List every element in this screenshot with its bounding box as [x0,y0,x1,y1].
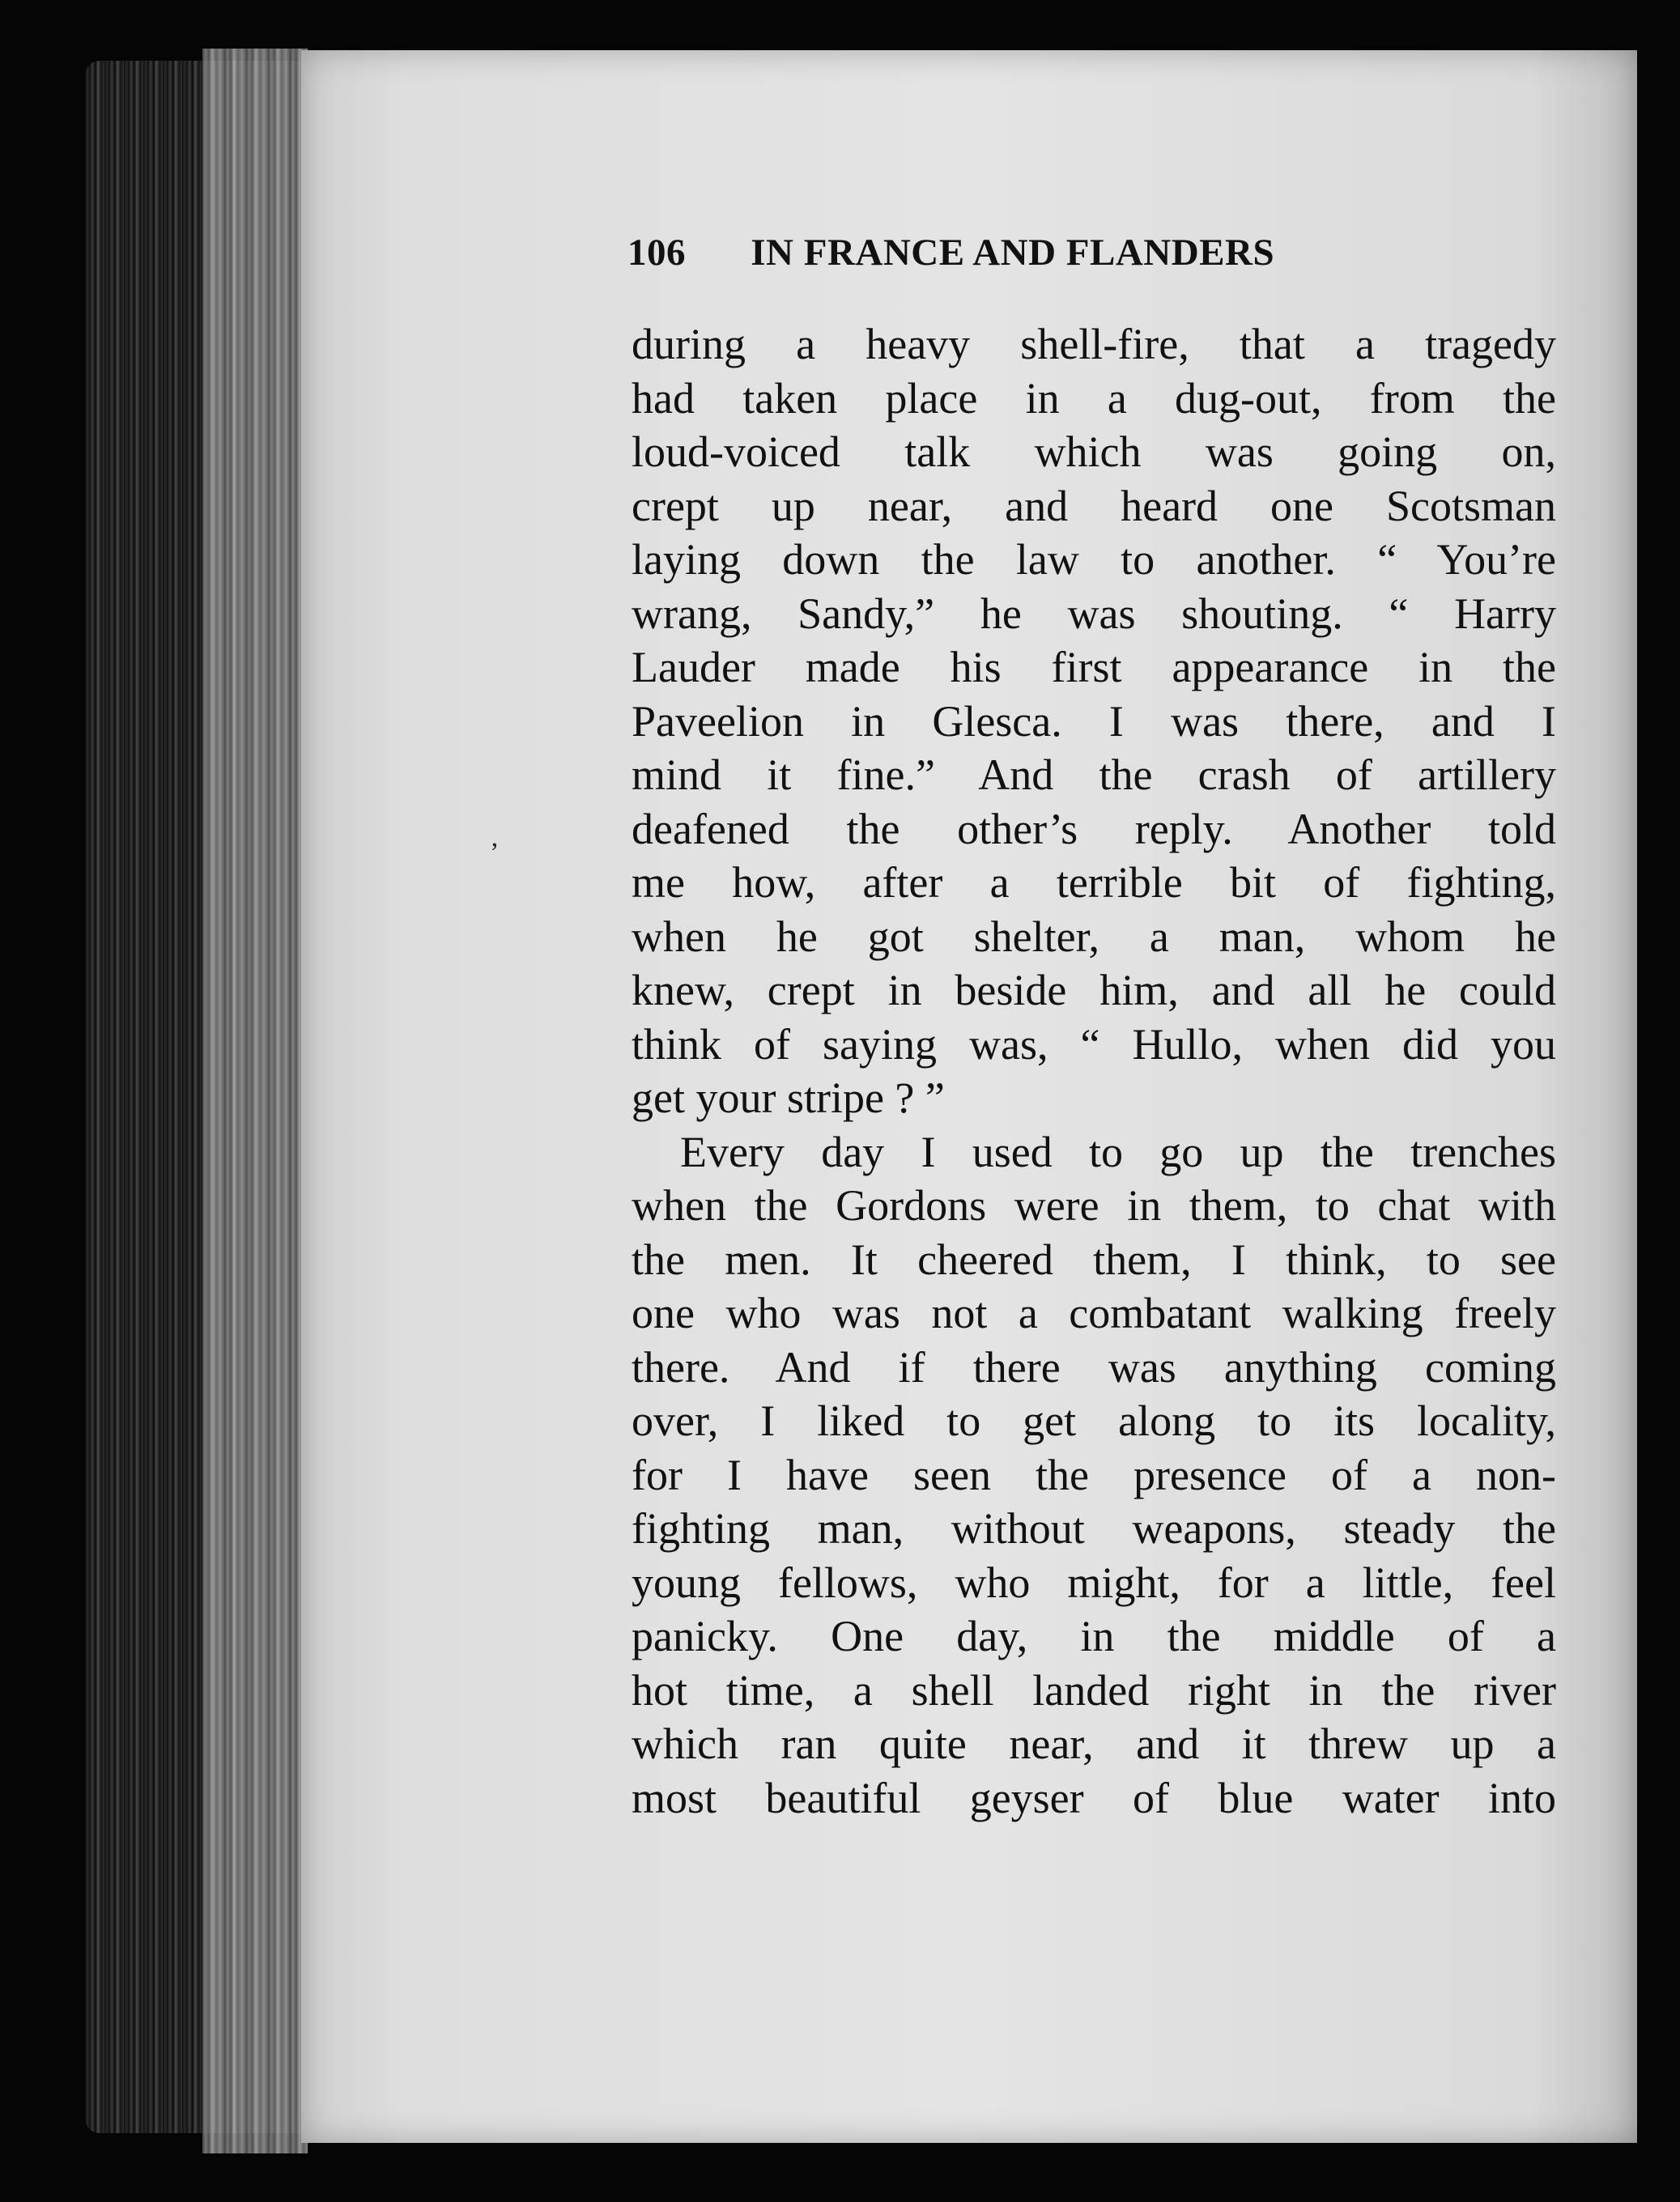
paragraph-2 [632,1125,1556,1826]
text-line: hot time, a shell landed right in the river [632,1665,1556,1715]
text-line: think of saying was, “ Hullo, when did you [632,1019,1556,1069]
text-line: which ran quite near, and it threw up a [632,1720,1556,1768]
text-line: there. And if there was anything coming [632,1342,1556,1392]
body-text [632,317,1556,1825]
text-line: one who was not a combatant walking freely [632,1289,1556,1337]
text-line: loud-voiced talk which was going on, [632,427,1556,476]
text-line: when the Gordons were in them, to chat with [632,1181,1556,1230]
text-line: me how, after a terrible bit of fighting, [632,858,1556,907]
text-line: the men. It cheered them, I think, to see [632,1235,1556,1284]
text-line: knew, crept in beside him, and all he could [632,966,1556,1014]
text-line: deafened the other’s reply. Another told [632,804,1556,853]
book-page-edges-highlight [202,49,308,2153]
text-line: fighting man, without weapons, steady the [632,1504,1556,1553]
text-line: Paveelion in Glesca. I was there, and I [632,696,1556,746]
text-line: laying down the law to another. “ You’re [632,535,1556,584]
text-line: mind it fine.” And the crash of artillery [632,750,1556,799]
text-line: during a heavy shell-fire, that a tragedy [632,320,1556,368]
text-line: wrang, Sandy,” he was shouting. “ Harry [632,589,1556,638]
running-title: IN FRANCE AND FLANDERS [751,232,1275,274]
text-line: panicky. One day, in the middle of a [632,1612,1556,1660]
text-line: most beautiful geyser of blue water into [632,1773,1556,1822]
text-line: Lauder made his first appearance in the [632,643,1556,691]
stray-pencil-mark: ʼ [490,838,500,868]
paragraph-1 [632,317,1556,1125]
text-line: get your stripe ? ” [632,1073,945,1122]
running-head [627,231,1437,279]
text-line: when he got shelter, a man, whom he [632,912,1556,961]
page-number: 106 [627,232,686,274]
text-line: over, I liked to get along to its locality, [632,1396,1556,1445]
text-line: had taken place in a dug-out, from the [632,373,1556,423]
text-line: for I have seen the presence of a non- [632,1450,1556,1499]
text-line: Every day I used to go up the trenches [680,1127,1556,1176]
text-line: crept up near, and heard one Scotsman [632,481,1556,530]
text-line: young fellows, who might, for a little, feel [632,1558,1556,1607]
